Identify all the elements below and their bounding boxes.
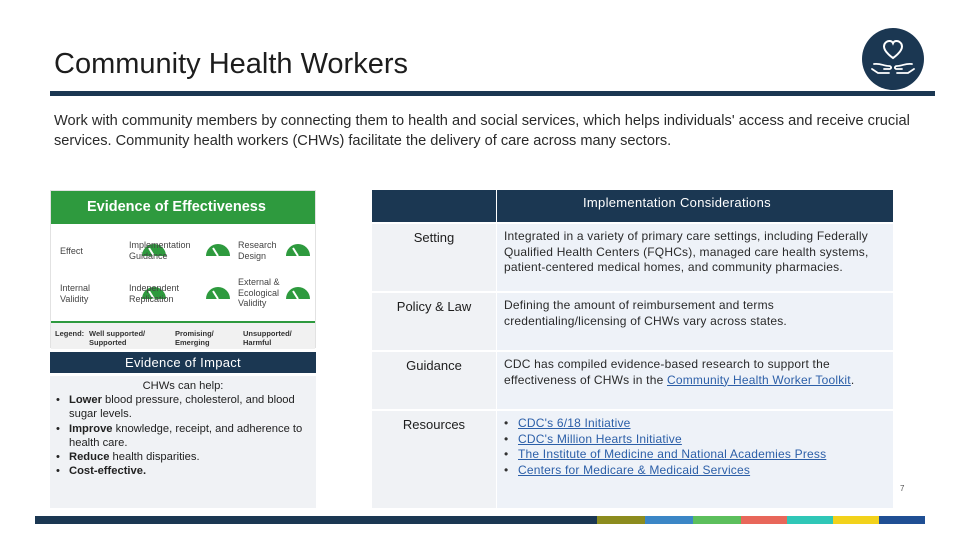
guidance-label: Guidance bbox=[372, 352, 496, 409]
evidence-of-impact-header: Evidence of Impact bbox=[50, 352, 316, 373]
effect-label: Effect bbox=[60, 246, 83, 256]
effectiveness-legend bbox=[51, 321, 315, 349]
evidence-of-impact-body bbox=[50, 376, 316, 508]
resource-link-million-hearts[interactable]: CDC's Million Hearts Initiative bbox=[518, 431, 682, 446]
research-design-label: Research Design bbox=[238, 240, 277, 261]
legend-promising: Promising/ Emerging bbox=[175, 329, 214, 347]
list-item: • Reduce health disparities. bbox=[56, 450, 308, 464]
setting-text: Integrated in a variety of primary care settings, including Federally Qualified Health Centers (FQHCs), managed care health systems, patient-centered medical homes, and community pharmacies. bbox=[497, 224, 893, 291]
resources-cell bbox=[497, 411, 893, 508]
impact-list bbox=[50, 393, 316, 478]
title-divider bbox=[50, 91, 935, 96]
research-gauge-icon bbox=[285, 243, 311, 257]
external-validity-label: External & Ecological Validity bbox=[238, 277, 280, 308]
resources-label: Resources bbox=[372, 411, 496, 508]
list-item: • Improve knowledge, receipt, and adherence to health care. bbox=[56, 422, 308, 450]
list-item bbox=[504, 447, 887, 463]
guidance-text: CDC has compiled evidence-based research to support the effectiveness of CHWs in the Community Health Worker Toolkit. bbox=[497, 352, 893, 409]
policy-law-label: Policy & Law bbox=[372, 293, 496, 350]
considerations-header: Implementation Considerations bbox=[497, 190, 893, 222]
footer-segment bbox=[741, 516, 787, 524]
replication-gauge-icon bbox=[205, 286, 231, 300]
footer-segment bbox=[833, 516, 879, 524]
resource-link-cms[interactable]: Centers for Medicare & Medicaid Services bbox=[518, 462, 751, 477]
list-item bbox=[504, 463, 887, 479]
footer-segment bbox=[35, 516, 597, 524]
list-item bbox=[504, 416, 887, 432]
evidence-of-effectiveness-panel bbox=[50, 190, 316, 348]
internal-validity-label: Internal Validity bbox=[60, 283, 91, 304]
resources-list bbox=[504, 416, 887, 478]
list-item: • Cost-effective. bbox=[56, 464, 308, 478]
footer-segment bbox=[597, 516, 645, 524]
considerations-header-spacer bbox=[372, 190, 496, 222]
resource-link-iom[interactable]: The Institute of Medicine and National Academies Press bbox=[518, 447, 827, 461]
implementation-guidance-label: Implementation Guidance bbox=[129, 240, 191, 261]
list-item bbox=[504, 432, 887, 448]
page-number: 7 bbox=[900, 484, 905, 493]
footer-color-bar bbox=[35, 516, 925, 524]
footer-segment bbox=[645, 516, 693, 524]
heart-hands-logo bbox=[862, 28, 924, 90]
policy-law-text: Defining the amount of reimbursement and terms credentialing/licensing of CHWs vary across states. bbox=[497, 293, 893, 350]
chw-toolkit-link[interactable]: Community Health Worker Toolkit bbox=[666, 372, 851, 387]
independent-replication-label: Independent Replication bbox=[129, 283, 180, 304]
setting-label: Setting bbox=[372, 224, 496, 291]
external-gauge-icon bbox=[285, 286, 311, 300]
impact-intro: CHWs can help: bbox=[142, 380, 224, 392]
intro-paragraph: Work with community members by connecting them to health and social services, which helps individuals' access and receive crucial services. Community health workers (CHWs) facilitate the delivery of care across many sectors. bbox=[54, 113, 910, 149]
list-item: • Lower blood pressure, cholesterol, and blood sugar levels. bbox=[56, 393, 308, 421]
legend-title: Legend: bbox=[55, 329, 85, 338]
page-title: Community Health Workers bbox=[54, 48, 409, 80]
legend-unsupported: Unsupported/ Harmful bbox=[243, 329, 292, 347]
footer-segment bbox=[693, 516, 741, 524]
implementation-gauge-icon bbox=[205, 243, 231, 257]
legend-well-supported: Well supported/ Supported bbox=[89, 329, 146, 347]
footer-segment bbox=[879, 516, 925, 524]
resource-link-6-18[interactable]: CDC's 6/18 Initiative bbox=[518, 416, 631, 430]
footer-segment bbox=[787, 516, 833, 524]
effectiveness-header: Evidence of Effectiveness bbox=[51, 191, 315, 224]
